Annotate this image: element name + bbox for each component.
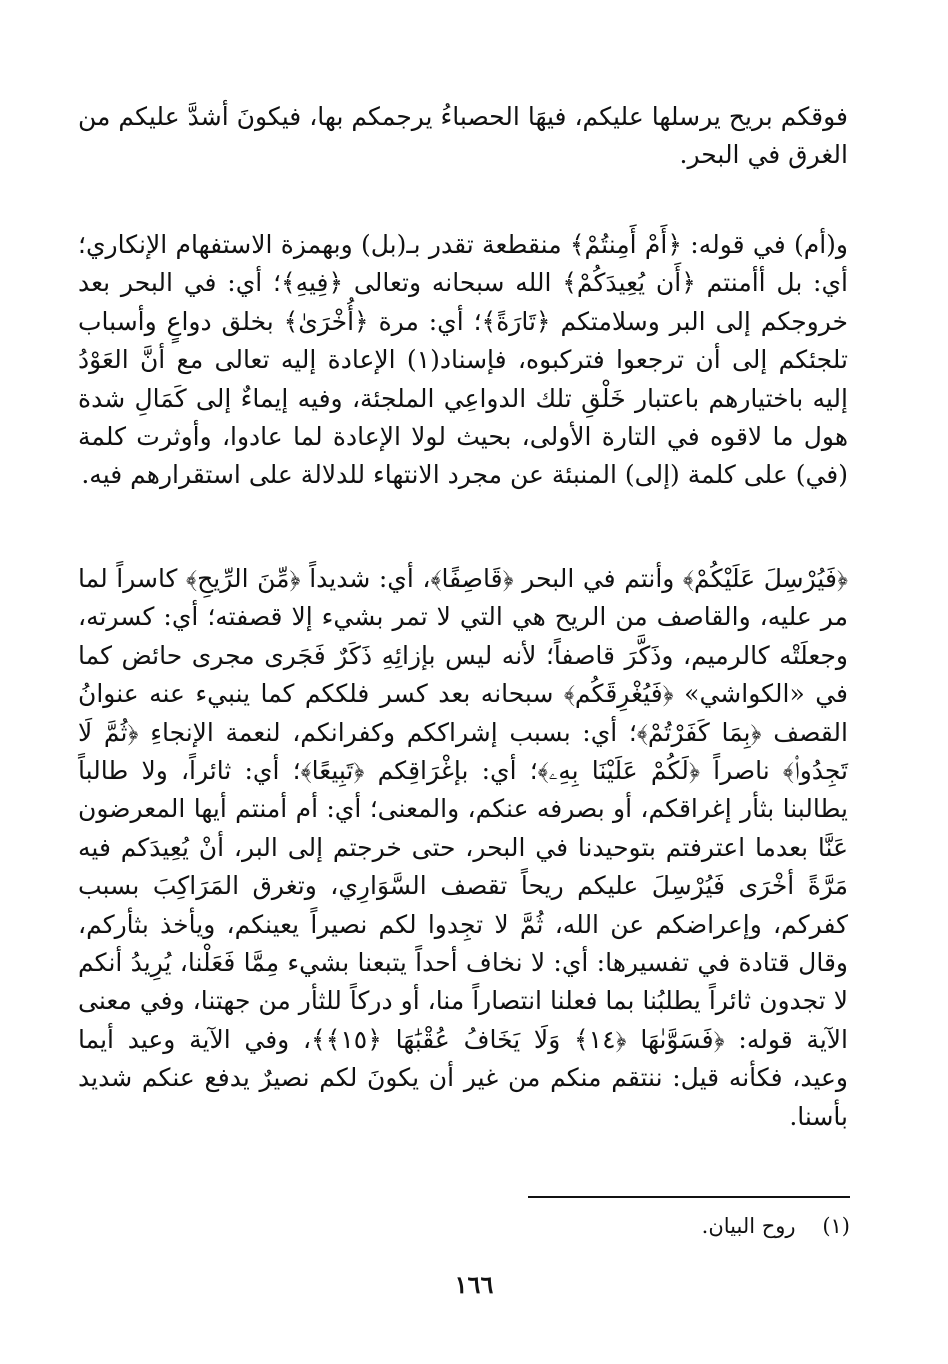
paragraph-1: فوقكم بريح يرسلها عليكم، فيهَا الحصباءُ يرجمكم بها، فيكونَ أشدَّ عليكم من الغرق في البحر. [78,102,848,170]
paragraph-2: و(أم) في قوله: ﴿أَمْ أَمِنتُمْ﴾ منقطعة تقدر بـ(بل) وبهمزة الاستفهام الإنكاري؛ أي: بل أأمنتم ﴿أَن يُعِيدَكُمْ﴾ الله سبحانه وتعالى ﴿فِيهِ﴾؛ أي: في البحر بعد خروجكم إلى البر وسلامتكم ﴿تَارَةً﴾؛ أي: مرة ﴿أُخْرَىٰ﴾ بخلق دواعٍ وأسباب تلجئكم إلى أن ترجعوا فتركبوه، فإسناد(١) الإعادة إليه تعالى مع أنَّ العَوْدُ إليه باختيارهم باعتبار خَلْقِ تلك الدواعِي الملجئة، وفيه إيماءٌ إلى كَمَالِ شدة هول ما لاقوه في التارة الأولى، بحيث لولا الإعادة لما عادوا، وأوثرت كلمة (في) على كلمة (إلى) المنبئة عن مجرد الانتهاء للدلالة على استقرارهم فيه. [78,230,848,490]
footnote [702,1212,850,1240]
paragraph-3: ﴿فَيُرْسِلَ عَلَيْكُمْ﴾ وأنتم في البحر ﴿قَاصِفًا﴾، أي: شديداً ﴿مِّنَ الرِّيحِ﴾ كاسراً لما مر عليه، والقاصف من الريح هي التي لا تمر بشيء إلا قصفته؛ أي: كسرته، وجعلَتْه كالرميم، وذَكَّرَ قاصفاً؛ لأنه ليس بإزائِهِ ذَكَرٌ فَجَرى مجرى حائض كما في «الكواشي» ﴿فَيُغْرِقَكُم﴾ سبحانه بعد كسر فلككم كما ينبيء عنه عنوانُ القصف ﴿بِمَا كَفَرْتُمْ﴾؛ أي: بسبب إشراككم وكفرانكم، لنعمة الإنجاءِ ﴿ثُمَّ لَا تَجِدُوا۟﴾ ناصراً ﴿لَكُمْ عَلَيْنَا بِهِۦ﴾؛ أي: بإغْرَاقِكم ﴿تَبِيعًا﴾؛ أي: ثائراً، ولا طالباً يطالبنا بثأر إغراقكم، أو بصرفه عنكم، والمعنى؛ أي: أم أمنتم أيها المعرضون عَنَّا بعدما اعترفتم بتوحيدنا في البحر، حتى خرجتم إلى البر، أنْ يُعِيدَكم فيه مَرَّةً أخْرَى فَيُرْسِلَ عليكم ريحاً تقصف السَّوَارِي، وتغرق المَرَاكِبَ بسبب كفركم، وإعراضكم عن الله، ثُمَّ لا تجِدوا لكم نصيراً يعينكم، ويأخذ بثأركم، وقال قتادة في تفسيرها: أي: لا نخاف أحداً يتبعنا بشيء مِمَّا فَعَلْنا، يُرِيدُ أنكم لا تجدون ثائراً يطلبُنا بما فعلنا انتصاراً منا، أو دركاً للثأر من جهتنا، وفي معنى الآية قوله: ﴿فَسَوَّىٰهَا ﴿١٤﴾ وَلَا يَخَافُ عُقْبَٰهَا ﴿١٥﴾﴾، وفي الآية وعيد أيما وعيد، فكأنه قيل: ننتقم منكم من غير أن يكونَ لكم نصيرٌ يدفع عنكم شديد بأسنا. [78,564,848,1131]
footnote-marker: (١) [822,1214,850,1238]
footnote-separator [528,1196,850,1198]
footnote-text: روح البيان. [701,1214,796,1238]
page-number: ١٦٦ [454,1270,494,1299]
